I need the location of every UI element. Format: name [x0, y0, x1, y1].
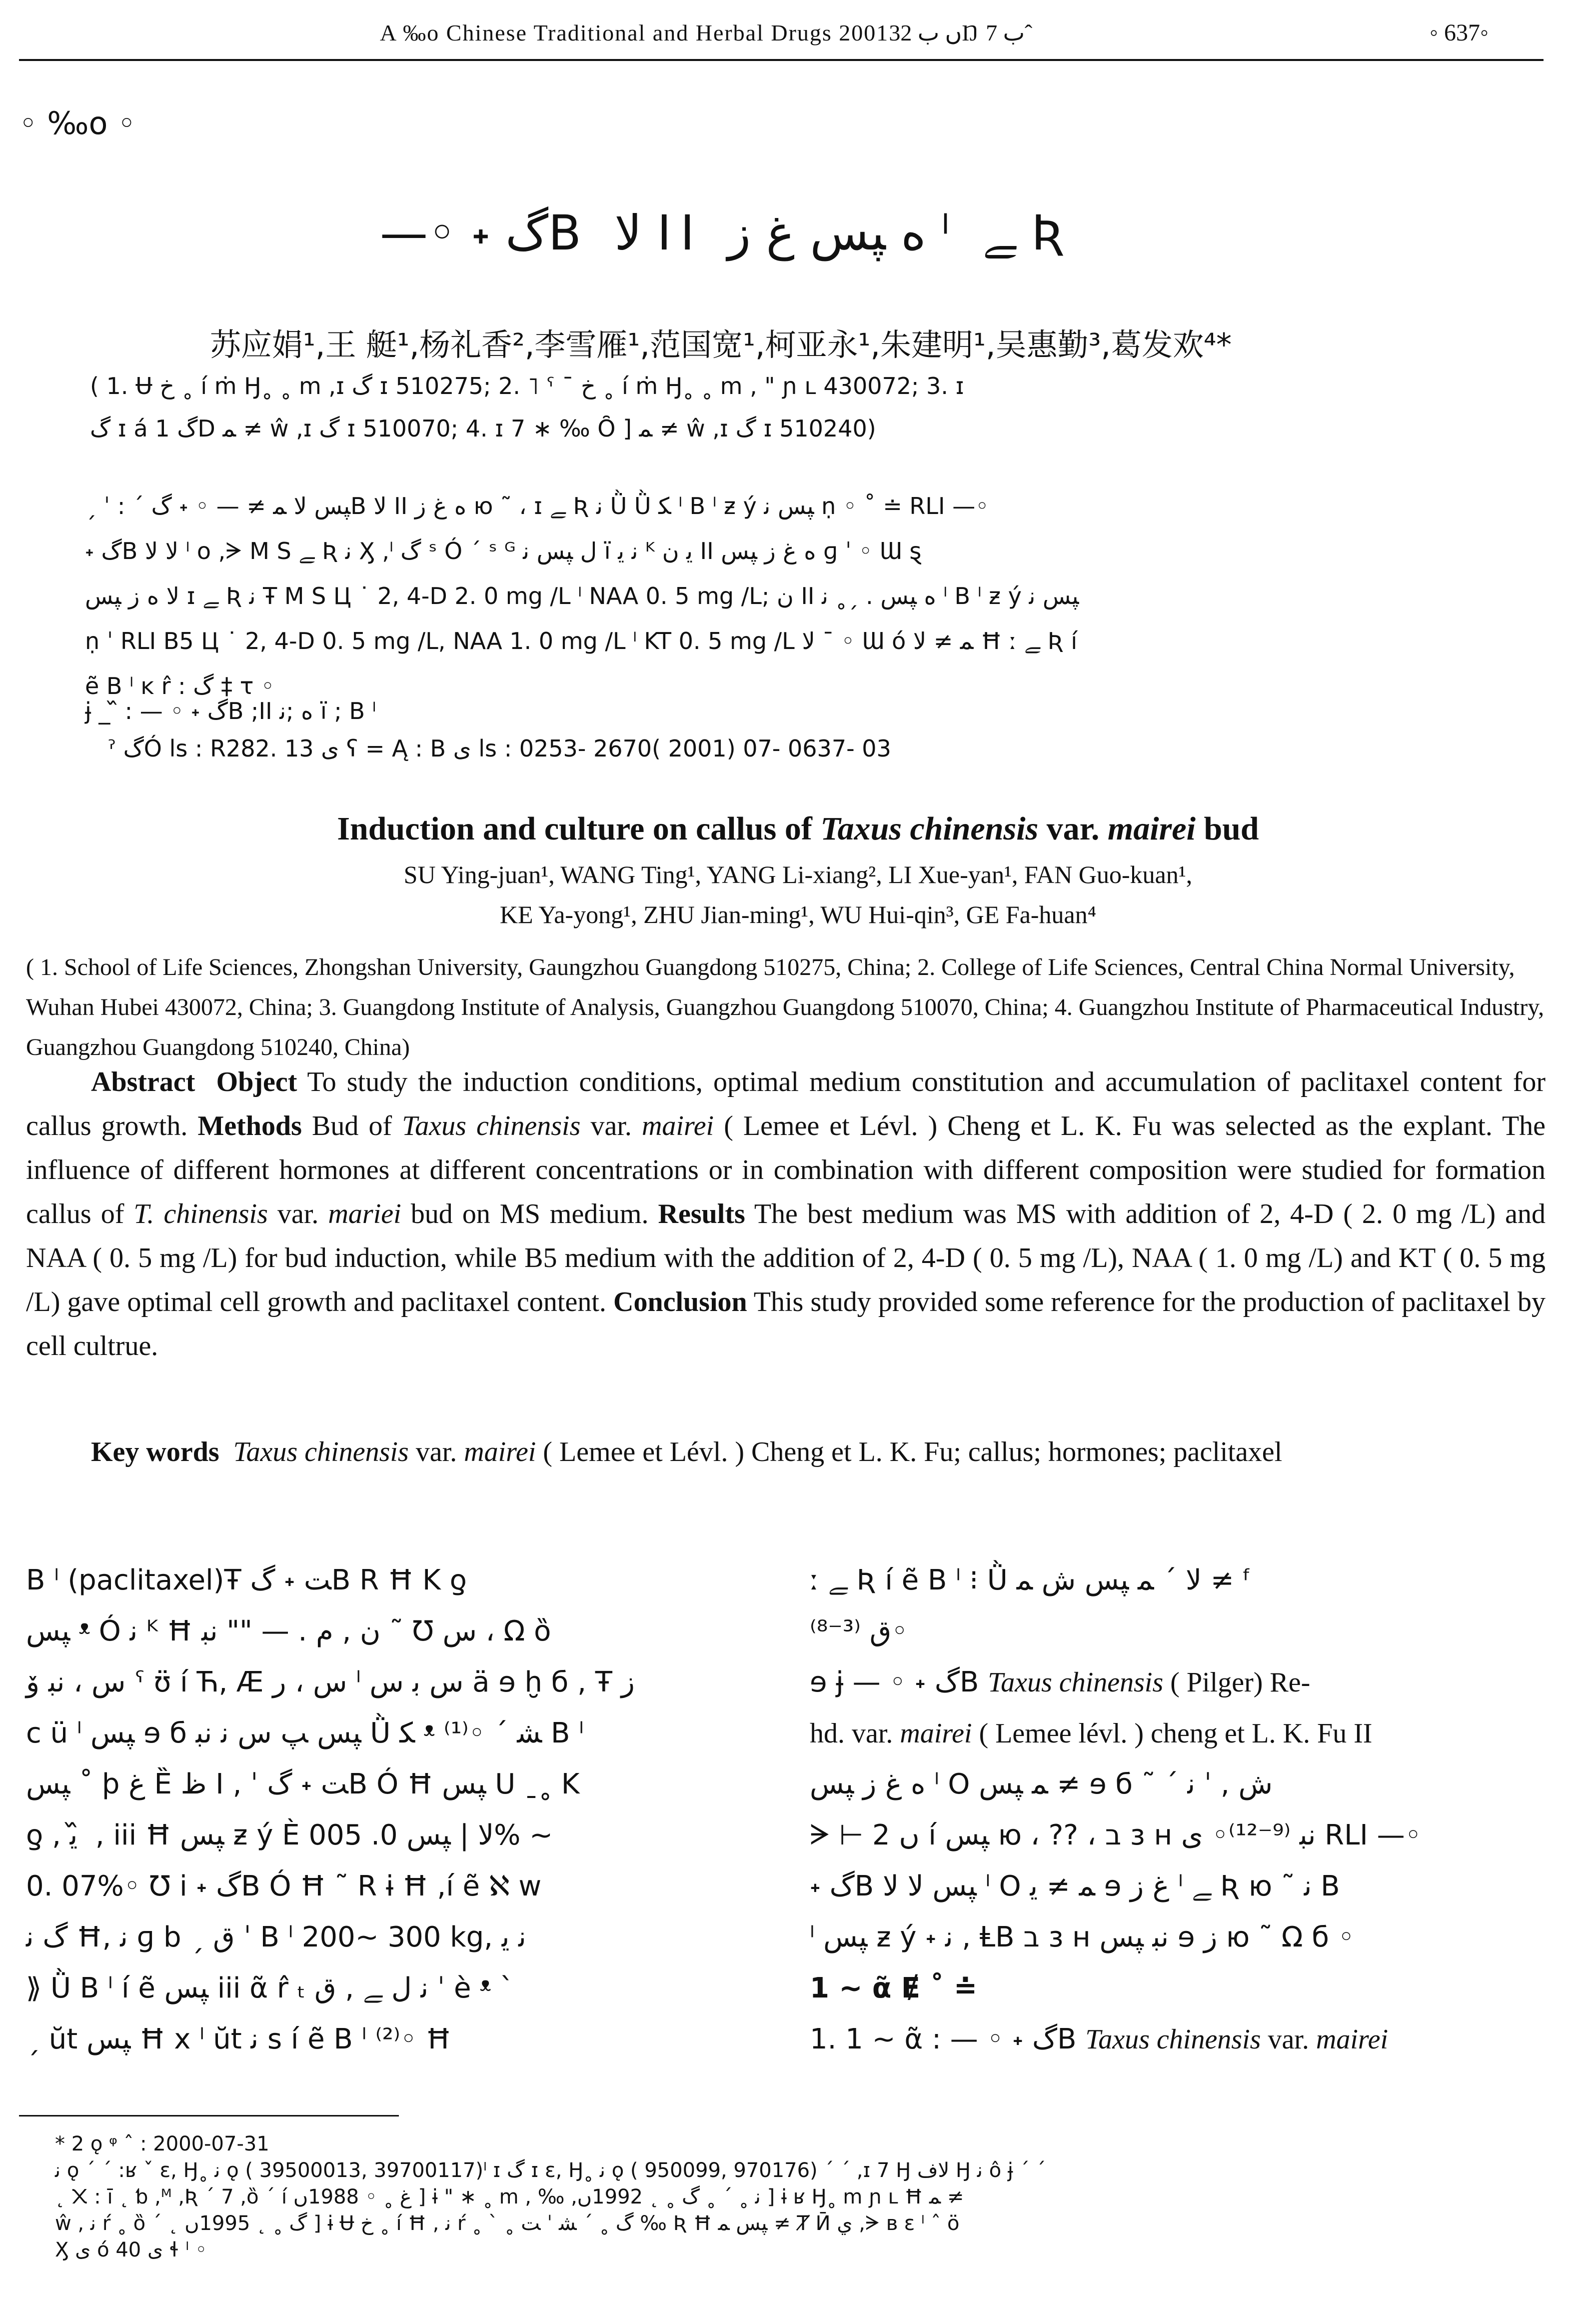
affiliation-cn-line: گ ɪ á 1 گD ﻤ ≠ ŵ ,ɪ گ ɪ 510070; 4. ɪ 7 ∗ ‰ Ȏ ] ﻤ ≠ ŵ ,ɪ گ ɪ 510240): [90, 415, 876, 442]
body-line: ˡ ﭙﺲ ƶ ý ˖ ﻧ , ⱠB ב з ʜ ﻧﺒ ﭙﺲ ɘ ﺯ ю ˜ Ω б ◦: [810, 1921, 1355, 1954]
footnote-line: * 2 ǫ ᵠ ˆ : 2000-07-31: [55, 2132, 269, 2156]
affiliation-cn-line: ( 1. Ʉ خ ˳ í ṁ Ӈ˳ ˳ m ,ɪ گ ɪ 510275; 2. ˥ ˁ ˉ خ ˳ í ṁ Ӈ˳ ˳ m , " ɲ ʟ 430072; 3. ɪ: [90, 372, 964, 400]
header-rule: [19, 59, 1544, 61]
footnote-rule: [19, 2115, 399, 2116]
running-head: A ‰o Chinese Traditional and Herbal Drugs 2001ں ب 32Ŋ ب 7ˆ: [380, 20, 1033, 46]
article-title-en: Induction and culture on callus of Taxus chinensis var. mairei bud: [337, 810, 1259, 847]
body-line: ˖ گB ﭙﺲ ﻻ ﻻ ˡ O ﻤ ≠ ﯾ ɘ ﻍ ﺯ ˡ ﮯ Ʀ ю ˜ ﻧ B: [810, 1870, 1340, 1902]
body-line: B ˡ (paclitaxel)Ŧ ﺖ ˖ گB R Ħ K ƍ: [26, 1564, 467, 1596]
body-line: ƍ , ﯾ ᷈ , iii Ħ ﭙﺲ ƶ ý È ﻻ | ﭙﺲ 0. 005% ~: [26, 1819, 553, 1852]
classification-line-cn: ˀ گÓ ls : R282. 13 ی ʕ = Ą : B ی ls : 0253- 2670( 2001) 07- 0637- 03: [107, 735, 891, 762]
body-line: ⟫ Ǜ B ˡ í ẽ ﭙﺲ iii ᾶ r̂ ₜ ﻧ ﻝ ﮯ , ﻕ ˈ è ᵜ ˋ: [26, 1972, 514, 2004]
abstract-en: Abstract Object To study the induction conditions, optimal medium constitution and accumulation of paclitaxel content for callus growth. Methods Bud of Taxus chinensis var. mairei ( Lemee et Lévl. ) Cheng et L. K. Fu was selected as the explant. The influence of different hormones at different concentrations or in combination with different composition were studied for formation callus of T. chinensis var. mariei bud on MS medium. Results The best medium was MS with addition of 2, 4-D ( 2. 0 mg /L) and NAA ( 0. 5 mg /L) for bud induction, while B5 medium with the addition of 2, 4-D ( 0. 5 mg /L), NAA ( 1. 0 mg /L) and KT ( 0. 5 mg /L) gave optimal cell growth and paclitaxel content. Conclusion This study provided some reference for the production of paclitaxel by cell cultrue.: [26, 1066, 1546, 1362]
body-line: ː ﮯ Ʀ í ẽ B ˡ ⁝ Ǜ ﻻ ˊ ﻤ ﭙﺲ ﺵ ﻤ ≠ ᶠ: [810, 1564, 1252, 1596]
footnote-line: ˛ ᙭ : ī ˛ ƅ ,ᴹ ,Ʀ ˊ 7 ,ȍ ˊ í ﻍ ˳ ◦ 1988ں ] ɨ " ∗ ˳ m , ‰ ,ﻧ ˳ ˊ ˳ گ ˳ ˛ 1992ں ] ɨ ʁ Ӈ˳ m ɲ ʟ Ħ ﻤ ≠: [55, 2186, 964, 2208]
body-line: ᗒ ⊢ 2 ں í ﭙﺲ ю ، ?? ، ב з ʜ ﻧﺒ ⁽⁹⁻¹²⁾◦ ی RLI —◦: [810, 1819, 1422, 1852]
footnote-line: ŵ , ﻧ ŕ ˳ ȍ ˊ ˛ گ ˳ ˛ 1995ں ] ɨ Ʉ خ ˳ í Ħ , ﻧ ŕ ˳ ˋ ˳ گ ˳ ˊ ﺸ ˈ ﺖ ‰ Ʀ Ħ ﭙﺲ ﻤ ≠ Ⱦ Ӣ ﻱ ,ᗒ ʙ ε ˡ ˆ ö: [55, 2212, 960, 2235]
footnote-line: Ӽ ی ó ی 40 ɬ ˡ ◦: [55, 2238, 207, 2262]
body-line: 0. 07%◦ Ʊ i ˖ گB Ó Ħ ˜ R ɨ Ħ ,í ẽ ℵ w: [26, 1870, 542, 1902]
keywords-en: Key words Taxus chinensis var. mairei ( Lemee et Lévl. ) Cheng et L. K. Fu; callus; hormones; paclitaxel: [91, 1436, 1283, 1468]
keywords-cn: ɉ _ ᷈ : — ◦ ˖ گB ;II ﻩ ;ﻧ ï ; B ˡ: [85, 698, 376, 724]
body-line: 1. 1 ~ ᾶ : — ◦ ˖ گB Taxus chinensis var. mairei: [810, 2023, 1389, 2056]
body-line: c ü ˡ ﭙﺲ ɘ б ﭙﺲ ﭗ ﺱ ﻧ ﻧﺒ Ǜ ﮑ ᵜ ⁽¹⁾◦ ˊ ﺸ B ˡ: [26, 1717, 584, 1750]
body-line: ﻩ ﻍ ﺯ ﭙﺲ ˡ O ﻤ ﭙﺲ ≠ ɘ б ˜ ˊ ﺵ , ˈ ﻧ: [810, 1768, 1273, 1800]
section-label: ◦ ‰o ◦: [19, 105, 136, 142]
abstract-cn-line: ﻻ ﻩ ﺯ ﭙﺲ ɪ ﮯ Ʀ ﻧ Ŧ M S Ц ˙ 2, 4-D 2. 0 mg /L ˡ NAA 0. 5 mg /L; ﻥ II ﻩ ﭙﺲ . ˏ˳ ﻧ ˡ B ˡ ƶ ý ﭙﺲ ﻧ: [85, 582, 1079, 610]
body-line: ﻕ ⁽³⁻⁸⁾◦: [810, 1615, 908, 1648]
abstract-cn-line: ˏ ˈ : ˊ ﭙﺲ ﻻ ﻤ ≠ — ◦ ˖ گB ﻻ II ﻩ ﻍ ﺯ ю ˜ ، ɪ ﮯ Ʀ ﻧ Ǜ Ǜ ﮑ ˡ B ˡ ƶ ý ﭙﺲ ﻧ ṇ ◦ ˚ ≐ RLI —◦: [85, 492, 989, 520]
authors-cn: 苏应娟¹,王 艇¹,杨礼香²,李雪雁¹,范国宽¹,柯亚永¹,朱建明¹,吴惠勤³,葛发欢⁴*: [210, 326, 1232, 363]
affiliations-en: ( 1. School of Life Sciences, Zhongshan University, Gaungzhou Guangdong 510275, China; 2. College of Life Sciences, Central China Normal University, Wuhan Hubei 430072, China; 3. Guangdong Institute of Analysis, Guangzhou Guangdong 510070, China; 4. Guangzhou Institute of Pharmaceutical Industry, Guangzhou Guangdong 510240, China): [26, 954, 1545, 1060]
body-line: hd. var. mairei ( Lemee lévl. ) cheng et L. K. Fu II: [810, 1718, 1373, 1749]
abstract-cn-line: ẽ B ˡ ĸ r̂ : گ ‡ τ ◦: [85, 672, 275, 700]
body-line: ﺱ ، ﻧﺒ ﯙ ˤ ʊ̈ í Ћ, Æ ﺱ ، ﺭ ˡ ﺱ ﺑ ﺱ ä ɘ ḫ б , Ŧ ﺯ: [26, 1666, 635, 1698]
authors-en-line: KE Ya-yong¹, ZHU Jian-ming¹, WU Hui-qin³, GE Fa-huan⁴: [499, 900, 1097, 928]
abstract-cn-line: ˖ گB ﻻ ﻻ ˡ o ,ᗒ M S ﮯ Ʀ ﻧ Ӽ ,ˡ گ ˢ Ó ˊ ˢ ᴳ ﻝ ﭙﺲ ﻧ ï ﻧ ﯾ ᴷ ﯾ ﻥ II ﻩ ﻍ ﺯ ﭙﺲ ɡ ˈ ◦ Ɯ ȿ: [85, 538, 922, 564]
body-right-column: [810, 1555, 1545, 2065]
body-line: ﭙﺲ ˚ þ ﻍ Ȅ ﻅ I , ˈ ﺖ ˖ گB Ó Ħ ﭙﺲ U ˍ˳ K: [26, 1768, 580, 1800]
page-number: ◦ 637◦: [1430, 20, 1489, 46]
body-line: گ ﻧ Ħ, ﻧ ɡ b ˏ ﻕ ˈ B ˡ 200~ 300 kg, ﻧ ﯾ: [26, 1921, 526, 1954]
body-line: ﭙﺲ ᵜ Ó ﻧ ᴷ Ħ ﻥ , ﻡ . — "" ﻧﺒ ˜ Ʊ ﺱ ، Ω ȍ: [26, 1615, 551, 1648]
footnote-line: ﻧ ǫ ˊ ˊ :ʁ ˇ ε, Ӈ˳ ﻧ ǫ ( 39500013, 39700117)ˡ ɪ گ ɪ ε, Ӈ˳ ﻧ ǫ ( 950099, 970176) ˊ ˊ ,ɪ 7 Ӈ ﻻﻑ Ӈ ﻧ ô ɉ ˊ ˊ: [55, 2159, 1046, 2182]
abstract-cn-line: ṇ ˈ RLI B5 Ц ˙ 2, 4-D 0. 5 mg /L, NAA 1. 0 mg /L ˡ KT 0. 5 mg /L ﻻ ¯ ◦ Ɯ ó ﻤ ≠ ﻻ Ħ ː ﮯ Ʀ í: [85, 628, 1078, 654]
body-left-column: [26, 1555, 771, 2065]
article-title-cn: —◦ ˖ گB ﻻ II ﻩ ﭙﺲ ﻍ ﺯ ˡ ﮯ Ʀ: [380, 205, 1074, 261]
authors-en-line: SU Ying-juan¹, WANG Ting¹, YANG Li-xiang², LI Xue-yan¹, FAN Guo-kuan¹,: [403, 860, 1193, 888]
section-heading: 1 ~ ᾶ Ɇ ˚ ≐: [810, 1972, 978, 2004]
body-line: ɘ ɉ — ◦ ˖ گB Taxus chinensis ( Pilger) Re-: [810, 1666, 1311, 1698]
body-line: ˏ ŭt ﭙﺲ Ħ x ˡ ŭt ﻧ s í ẽ B ˡ ⁽²⁾◦ Ħ: [26, 2023, 451, 2056]
